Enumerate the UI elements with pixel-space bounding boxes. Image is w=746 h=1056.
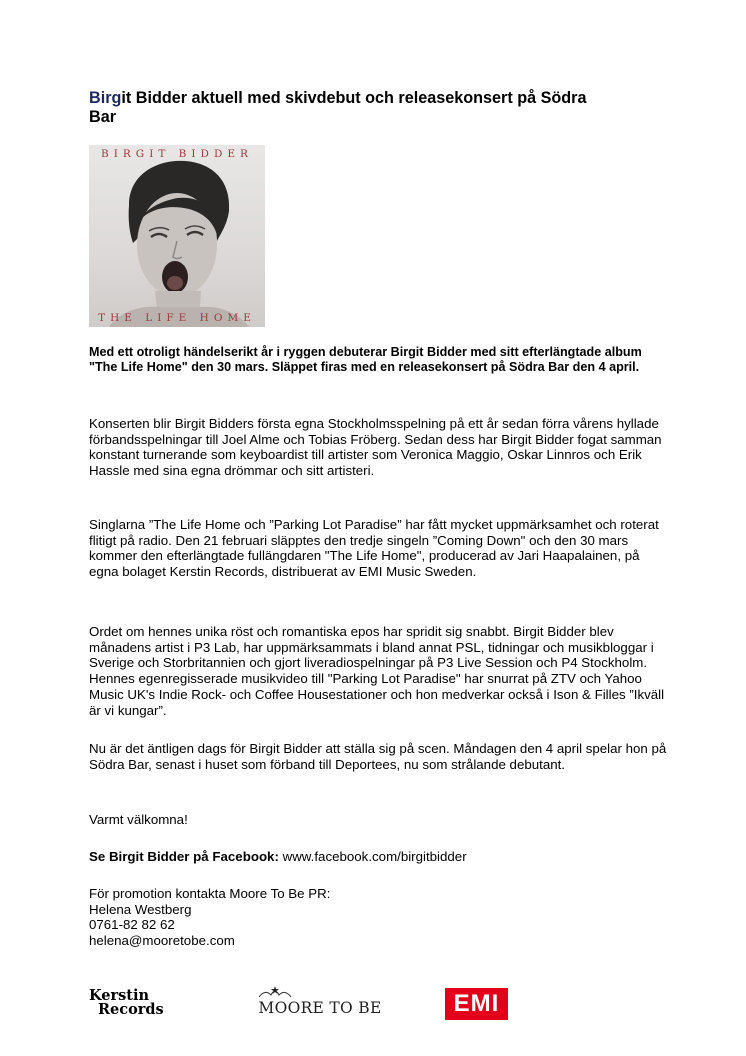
contact-phone: 0761-82 82 62 — [89, 917, 175, 933]
contact-name: Helena Westberg — [89, 901, 192, 917]
kerstin-logo-line1: Kerstin — [89, 987, 150, 1004]
body-paragraph: Konserten blir Birgit Bidders första egna Stockholmsspelning på ett år sedan förra vårens hyllade förbandsspelningar till Joel Alme och Tobias Fröberg. Sedan dess har Birgit Bidder fogat samman konstant turnerande som keyboardist till artister som Veronica Maggio, Oskar Linnros och Erik Hassle med sina egna drömmar och sitt artisteri. — [89, 416, 662, 479]
contact-email[interactable]: helena@mooretobe.com — [89, 933, 235, 949]
moore-to-be-logo — [255, 985, 385, 1018]
contact-block — [89, 886, 669, 949]
kerstin-records-logo — [89, 989, 164, 1017]
body-paragraph: Nu är det äntligen dags för Birgit Bidder att ställa sig på scen. Måndagen den 4 april spelar hon på Södra Bar, senast i huset som förband till Deportees, nu som strålande debutant. — [89, 741, 667, 772]
body-paragraph: Ordet om hennes unika röst och romantiska epos har spridit sig snabbt. Birgit Bidder blev månadens artist i P3 Lab, har uppmärksammats i bland annat PSL, tidningar och musikbloggar i Sverige och Storbritannien och gjort liveradiospelningar på P3 Live Session och P4 Stockholm. Hennes egenregisserade musikvideo till "Parking Lot Paradise" har snurrat på ZTV och Yahoo Music UK's Indie Rock- och Coffee Housestationer och hon medverkar också i Ison & Filles ”Ikväll är vi kungar”. — [89, 624, 665, 718]
document-header — [89, 89, 669, 127]
cover-artist-text: BIRGIT BIDDER — [101, 148, 253, 160]
crown-icon — [255, 985, 295, 999]
cover-album-text: THE LIFE HOME — [98, 312, 256, 324]
lead-paragraph: Med ett otroligt händelserikt år i ryggen debuterar Birgit Bidder med sitt efterlängtade album "The Life Home" den 30 mars. Släppet firas med en releasekonsert på Södra Bar den 4 april. — [89, 345, 642, 374]
kerstin-logo-line2: Records — [98, 1001, 164, 1018]
contact-intro: För promotion kontakta Moore To Be PR: — [89, 886, 331, 901]
portrait-illustration — [89, 145, 265, 327]
logo-row — [89, 985, 509, 1025]
headline-line1: it Bidder aktuell med skivdebut och releasekonsert på Södra — [121, 89, 587, 107]
body-paragraph: Singlarna ”The Life Home och ”Parking Lot Paradise” har fått mycket uppmärksamhet och roterat flitigt på radio. Den 21 februari släpptes den tredje singeln ”Coming Down" och den 30 mars kommer den efterlängtade fullängdaren "The Life Home", producerad av Jari Haapalainen, på egna bolaget Kerstin Records, distribuerat av EMI Music Sweden. — [89, 517, 659, 580]
facebook-link[interactable]: www.facebook.com/birgitbidder — [282, 849, 467, 864]
headline — [89, 89, 669, 127]
closing-line: Varmt välkomna! — [89, 812, 188, 827]
headline-line2: Bar — [89, 108, 116, 126]
album-cover-image — [89, 145, 265, 327]
emi-logo: EMI — [445, 988, 508, 1020]
headline-accent: Birg — [89, 89, 122, 107]
facebook-label: Se Birgit Bidder på Facebook: — [89, 849, 279, 864]
moore-logo-text: MOORE TO BE — [258, 999, 382, 1017]
facebook-line — [89, 849, 669, 865]
